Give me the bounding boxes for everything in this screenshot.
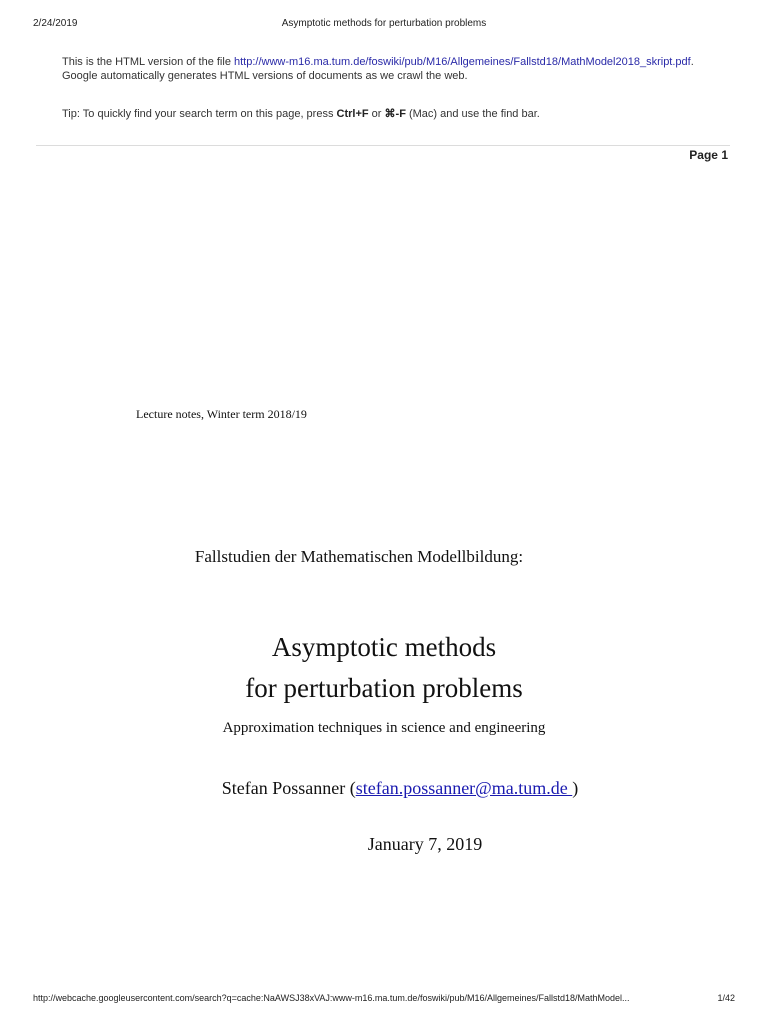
author-close: ) <box>572 778 579 798</box>
tip-key-ctrl-f: Ctrl+F <box>336 108 369 120</box>
title-line-2: for perturbation problems <box>245 673 523 703</box>
author-line <box>0 778 768 799</box>
tip-key-cmd-f: ⌘-F <box>384 108 406 120</box>
print-date: 2/24/2019 <box>33 18 78 29</box>
document-date: January 7, 2019 <box>367 834 483 854</box>
document-subtitle: Approximation techniques in science and engineering <box>222 720 546 736</box>
tip-suffix: (Mac) and use the find bar. <box>405 108 540 120</box>
find-tip <box>62 107 702 120</box>
footer-page-count: 1/42 <box>717 993 735 1003</box>
document-title <box>0 627 768 709</box>
author-name: Stefan Possanner ( <box>221 778 356 798</box>
divider <box>36 145 730 146</box>
title-line-1: Asymptotic methods <box>271 632 497 662</box>
tip-prefix: Tip: To quickly find your search term on this page, press <box>62 108 337 120</box>
course-name: Fallstudien der Mathematischen Modellbildung: <box>194 547 524 566</box>
notice-prefix: This is the HTML version of the file <box>62 56 234 68</box>
author-email-link[interactable]: stefan.possanner@ma.tum.de <box>355 778 573 798</box>
tip-mid: or <box>368 108 385 120</box>
source-pdf-link[interactable]: http://www-m16.ma.tum.de/foswiki/pub/M16/Allgemeines/Fallstd18/MathModel2018_skript.pdf <box>234 56 691 68</box>
lecture-notes-line: Lecture notes, Winter term 2018/19 <box>136 407 307 421</box>
page-label: Page 1 <box>689 148 728 162</box>
print-page-title: Asymptotic methods for perturbation problems <box>281 18 487 29</box>
notice-suffix: . Google automatically generates HTML versions of documents as we crawl the web. <box>62 56 694 82</box>
cache-notice <box>62 55 702 83</box>
footer-url: http://webcache.googleusercontent.com/search?q=cache:NaAWSJ38xVAJ:www-m16.ma.tum.de/foswiki/pub/M16/Allgemeines/Fallstd18/MathModel... <box>33 993 630 1003</box>
